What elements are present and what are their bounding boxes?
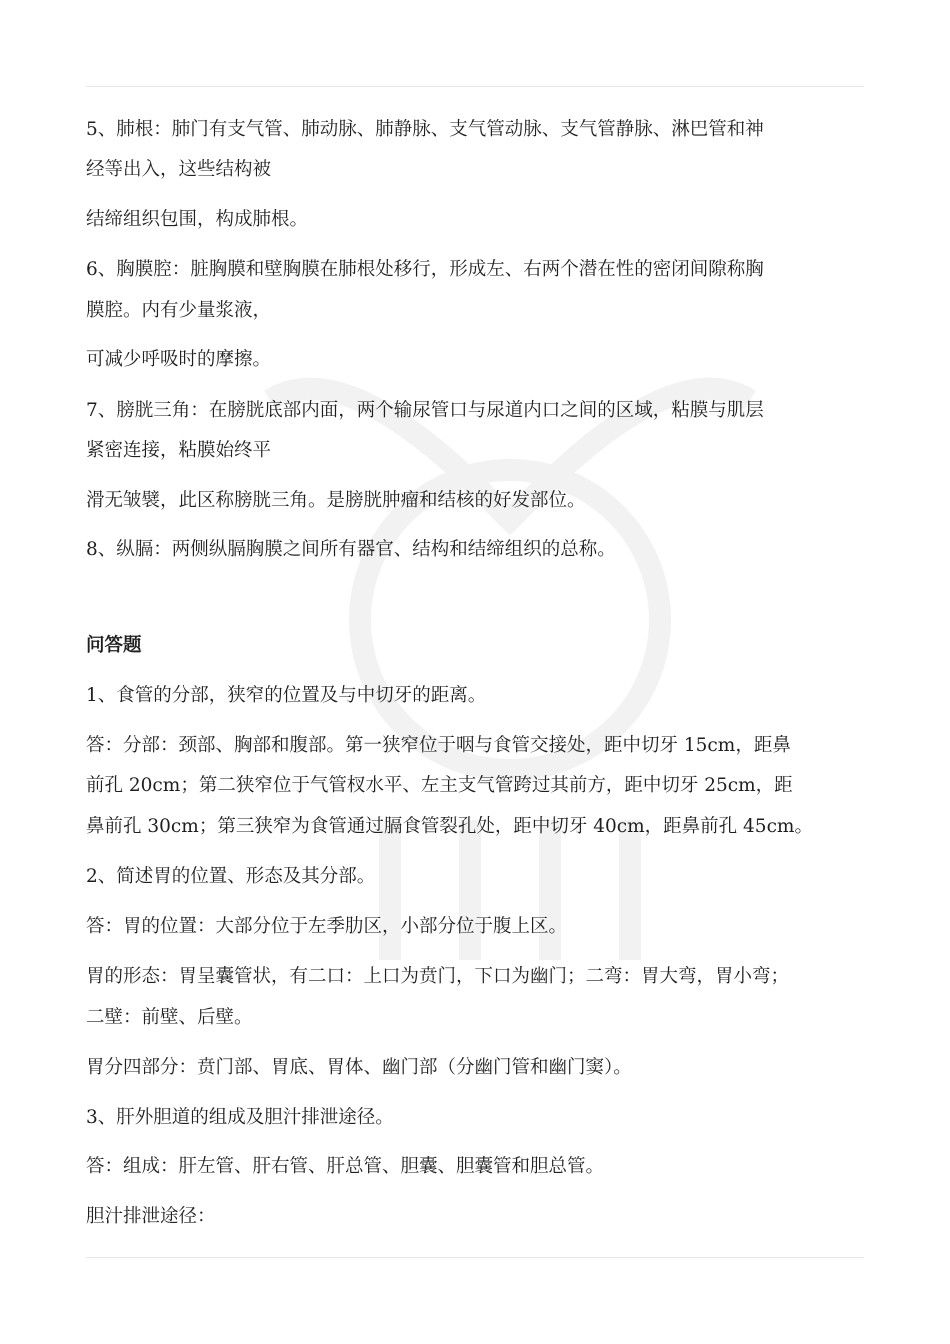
definition-5-line-1: 5、肺根：肺门有支气管、肺动脉、肺静脉、支气管动脉、支气管静脉、淋巴管和神 xyxy=(86,119,764,140)
answer-3-composition: 答：组成：肝左管、肝右管、肝总管、胆囊、胆囊管和胆总管。 xyxy=(86,1156,605,1177)
question-2: 2、简述胃的位置、形态及其分部。 xyxy=(86,866,376,887)
footer-rule xyxy=(86,1257,864,1258)
definition-8-line-1: 8、纵膈：两侧纵膈胸膜之间所有器官、结构和结缔组织的总称。 xyxy=(86,539,616,560)
answer-1-line-3: 鼻前孔 30cm；第三狭窄为食管通过膈食管裂孔处，距中切牙 40cm，距鼻前孔 45cm。 xyxy=(86,816,813,837)
answer-1-line-2: 前孔 20cm；第二狭窄位于气管杈水平、左主支气管跨过其前方，距中切牙 25cm，距 xyxy=(86,775,793,796)
definition-7-line-2: 紧密连接，粘膜始终平 xyxy=(86,440,272,461)
question-3: 3、肝外胆道的组成及胆汁排泄途径。 xyxy=(86,1107,394,1128)
question-1: 1、食管的分部，狭窄的位置及与中切牙的距离。 xyxy=(86,685,487,706)
definition-7-line-3: 滑无皱襞，此区称膀胱三角。是膀胱肿瘤和结核的好发部位。 xyxy=(86,490,586,511)
definition-7-line-1: 7、膀胱三角：在膀胱底部内面，两个输尿管口与尿道内口之间的区域，粘膜与肌层 xyxy=(86,400,764,421)
header-rule xyxy=(86,86,864,87)
answer-2-parts: 胃分四部分：贲门部、胃底、胃体、幽门部（分幽门管和幽门窦）。 xyxy=(86,1057,632,1078)
definition-6-line-2: 膜腔。内有少量浆液， xyxy=(86,300,272,321)
answer-2-position: 答：胃的位置：大部分位于左季肋区，小部分位于腹上区。 xyxy=(86,916,568,937)
definition-5-line-3: 结缔组织包围，构成肺根。 xyxy=(86,209,309,230)
answer-2-shape-line-2: 二壁：前壁、后壁。 xyxy=(86,1007,253,1028)
definition-6-line-3: 可减少呼吸时的摩擦。 xyxy=(86,349,272,370)
definition-6-line-1: 6、胸膜腔：脏胸膜和壁胸膜在肺根处移行，形成左、右两个潜在性的密闭间隙称胸 xyxy=(86,259,764,280)
answer-1-line-1: 答：分部：颈部、胸部和腹部。第一狭窄位于咽与食管交接处，距中切牙 15cm，距鼻 xyxy=(86,735,791,756)
section-heading: 问答题 xyxy=(86,635,142,656)
definition-5-line-2: 经等出入，这些结构被 xyxy=(86,159,272,180)
answer-3-route: 胆汁排泄途径： xyxy=(86,1206,216,1227)
answer-2-shape-line-1: 胃的形态：胃呈囊管状，有二口：上口为贲门，下口为幽门；二弯：胃大弯，胃小弯； xyxy=(86,966,790,987)
